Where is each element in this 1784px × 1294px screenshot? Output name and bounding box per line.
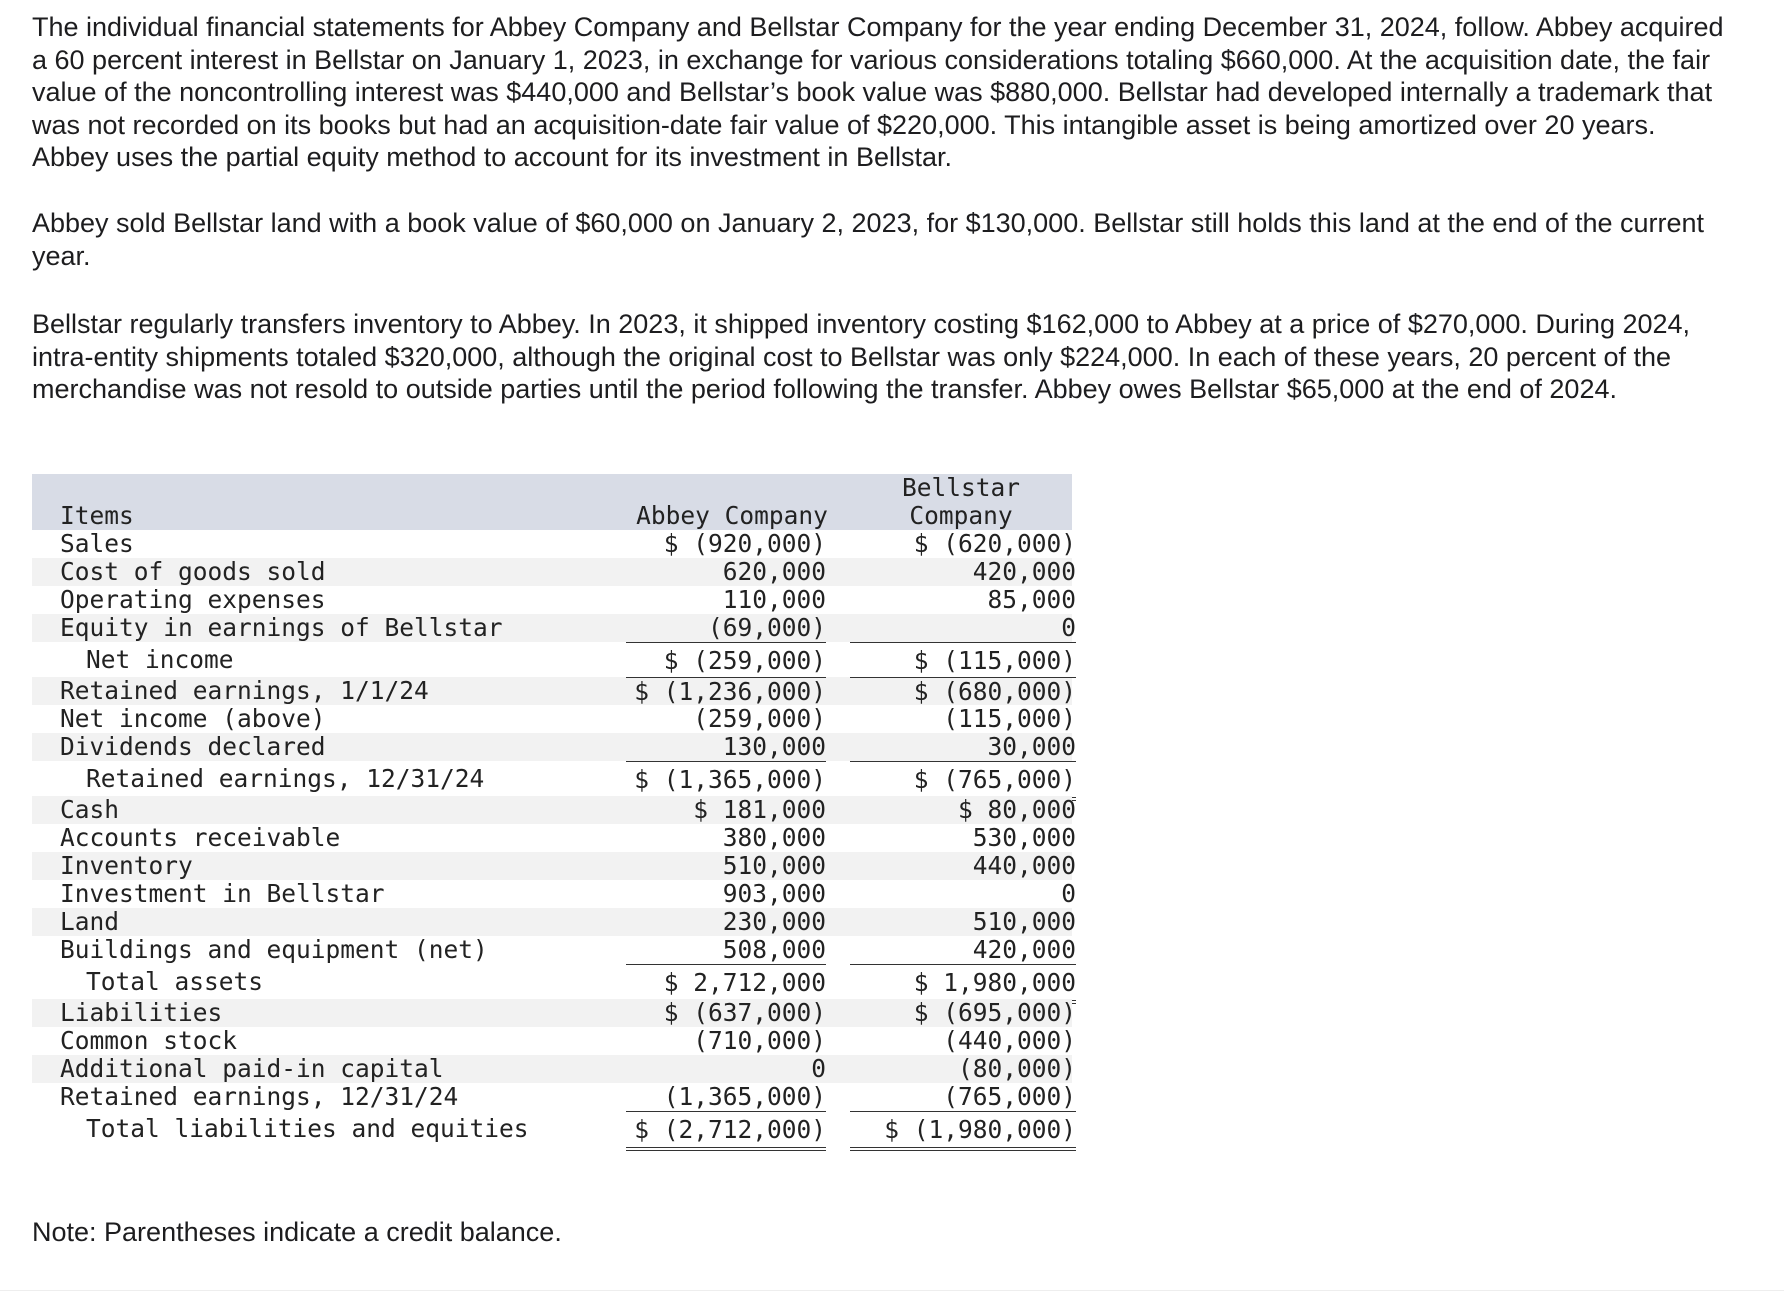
header-bellstar-company: Bellstar Company xyxy=(901,473,1020,530)
row-label: Additional paid-in capital xyxy=(60,1054,444,1083)
table-row xyxy=(32,935,1076,964)
abbey-value: 903,000 xyxy=(722,879,826,908)
bellstar-value: 0 xyxy=(1061,879,1076,908)
bellstar-value: $ (680,000) xyxy=(850,677,1076,706)
table-row xyxy=(32,557,1076,586)
abbey-value: 0 xyxy=(811,1054,826,1083)
row-label: Land xyxy=(60,907,120,936)
row-label: Cash xyxy=(60,795,120,824)
abbey-value: 130,000 xyxy=(722,732,826,761)
bellstar-value: $ 1,980,000 xyxy=(850,964,1076,1004)
abbey-value: $ 2,712,000 xyxy=(626,964,826,1004)
table-row xyxy=(32,613,1076,642)
row-label: Equity in earnings of Bellstar xyxy=(60,613,503,642)
row-label: Liabilities xyxy=(60,998,223,1027)
row-label: Total assets xyxy=(86,967,264,996)
bellstar-value: $ (765,000) xyxy=(850,761,1076,801)
bellstar-value: 420,000 xyxy=(972,935,1076,964)
bellstar-value: 0 xyxy=(1061,613,1076,642)
table-row xyxy=(32,704,1076,733)
bottom-divider xyxy=(0,1290,1784,1291)
row-label: Net income xyxy=(86,645,234,674)
table-row xyxy=(32,851,1076,880)
table-row xyxy=(32,1026,1076,1055)
abbey-value: (259,000) xyxy=(693,704,826,733)
bellstar-value: 510,000 xyxy=(972,907,1076,936)
header-abbey-company: Abbey Company xyxy=(636,501,828,530)
row-label: Accounts receivable xyxy=(60,823,341,852)
abbey-value: $ 181,000 xyxy=(693,795,826,824)
table-row xyxy=(32,529,1076,558)
abbey-value: 380,000 xyxy=(722,823,826,852)
bellstar-value: $ (1,980,000) xyxy=(850,1111,1076,1151)
bellstar-value: $ (695,000) xyxy=(913,998,1076,1027)
abbey-value: 620,000 xyxy=(722,557,826,586)
table-row-total xyxy=(32,642,1076,677)
row-label: Inventory xyxy=(60,851,193,880)
row-label: Retained earnings, 12/31/24 xyxy=(86,764,485,793)
bellstar-value: 85,000 xyxy=(987,585,1076,614)
row-label: Sales xyxy=(60,529,134,558)
abbey-value: (1,365,000) xyxy=(663,1082,826,1111)
row-label: Retained earnings, 1/1/24 xyxy=(60,676,429,705)
table-header xyxy=(32,474,1072,530)
abbey-value: 230,000 xyxy=(722,907,826,936)
table-row xyxy=(32,823,1076,852)
table-row-total xyxy=(32,1111,1076,1146)
abbey-value: 510,000 xyxy=(722,851,826,880)
row-label: Investment in Bellstar xyxy=(60,879,385,908)
table-row-total xyxy=(32,761,1076,796)
bellstar-value: 420,000 xyxy=(972,557,1076,586)
intro-paragraph-3: Bellstar regularly transfers inventory to Abbey. In 2023, it shipped inventory costing $162,000 to Abbey at a price of $270,000. During 2024, intra-entity shipments totaled $320,000, although the original cost to Bellstar was only $224,000. In each of these years, 20 percent of the merchandise was not resold to outside parties until the period following the transfer. Abbey owes Bellstar $65,000 at the end of 2024. xyxy=(32,309,1691,404)
bellstar-value: (80,000) xyxy=(957,1054,1076,1083)
table-row xyxy=(32,795,1076,824)
table-row xyxy=(32,732,1076,761)
abbey-value: $ (920,000) xyxy=(663,529,826,558)
row-label: Net income (above) xyxy=(60,704,326,733)
bellstar-value: (440,000) xyxy=(943,1026,1076,1055)
abbey-value: $ (1,236,000) xyxy=(626,677,826,706)
intro-paragraph-1: The individual financial statements for Abbey Company and Bellstar Company for the year ending December 31, 2024, follow. Abbey acquired a 60 percent interest in Bellstar on January 1, 2023, in exchange for various considerations totaling $660,000. At the acquisition date, the fair value of the noncontrolling interest was $440,000 and Bellstar’s book value was $880,000. Bellstar had developed internally a trademark that was not recorded on its books but had an acquisition-date fair value of $220,000. This intangible asset is being amortized over 20 years. Abbey uses the partial equity method to account for its investment in Bellstar. xyxy=(32,12,1724,172)
abbey-value: 110,000 xyxy=(722,585,826,614)
table-row xyxy=(32,585,1076,614)
bellstar-value: (115,000) xyxy=(943,704,1076,733)
bellstar-value: 440,000 xyxy=(972,851,1076,880)
row-label: Cost of goods sold xyxy=(60,557,326,586)
row-label: Total liabilities and equities xyxy=(86,1114,529,1143)
table-row xyxy=(32,998,1076,1027)
abbey-value: (710,000) xyxy=(693,1026,826,1055)
header-items: Items xyxy=(60,501,134,530)
abbey-value: $ (2,712,000) xyxy=(626,1111,826,1151)
financial-statements-table xyxy=(32,473,1076,1146)
bellstar-value: 530,000 xyxy=(972,823,1076,852)
abbey-value: 508,000 xyxy=(722,935,826,964)
bellstar-value: $ 80,000 xyxy=(957,795,1076,824)
bellstar-value: 30,000 xyxy=(987,732,1076,761)
bellstar-value: $ (115,000) xyxy=(850,642,1076,678)
credit-balance-note: Note: Parentheses indicate a credit balance. xyxy=(32,1217,562,1247)
table-row xyxy=(32,907,1076,936)
abbey-value: (69,000) xyxy=(707,613,826,642)
row-label: Buildings and equipment (net) xyxy=(60,935,488,964)
table-row xyxy=(32,1082,1076,1111)
row-label: Retained earnings, 12/31/24 xyxy=(60,1082,459,1111)
abbey-value: $ (637,000) xyxy=(663,998,826,1027)
row-label: Dividends declared xyxy=(60,732,326,761)
bellstar-value: $ (620,000) xyxy=(913,529,1076,558)
intro-paragraph-2: Abbey sold Bellstar land with a book value of $60,000 on January 2, 2023, for $130,000. Bellstar still holds this land at the end of the current year. xyxy=(32,208,1705,271)
table-row xyxy=(32,1054,1076,1083)
row-label: Operating expenses xyxy=(60,585,326,614)
table-row xyxy=(32,879,1076,908)
bellstar-value: (765,000) xyxy=(943,1082,1076,1111)
abbey-value: $ (1,365,000) xyxy=(626,761,826,801)
row-label: Common stock xyxy=(60,1026,238,1055)
table-row xyxy=(32,676,1076,706)
table-row-total xyxy=(32,964,1076,999)
abbey-value: $ (259,000) xyxy=(626,642,826,678)
